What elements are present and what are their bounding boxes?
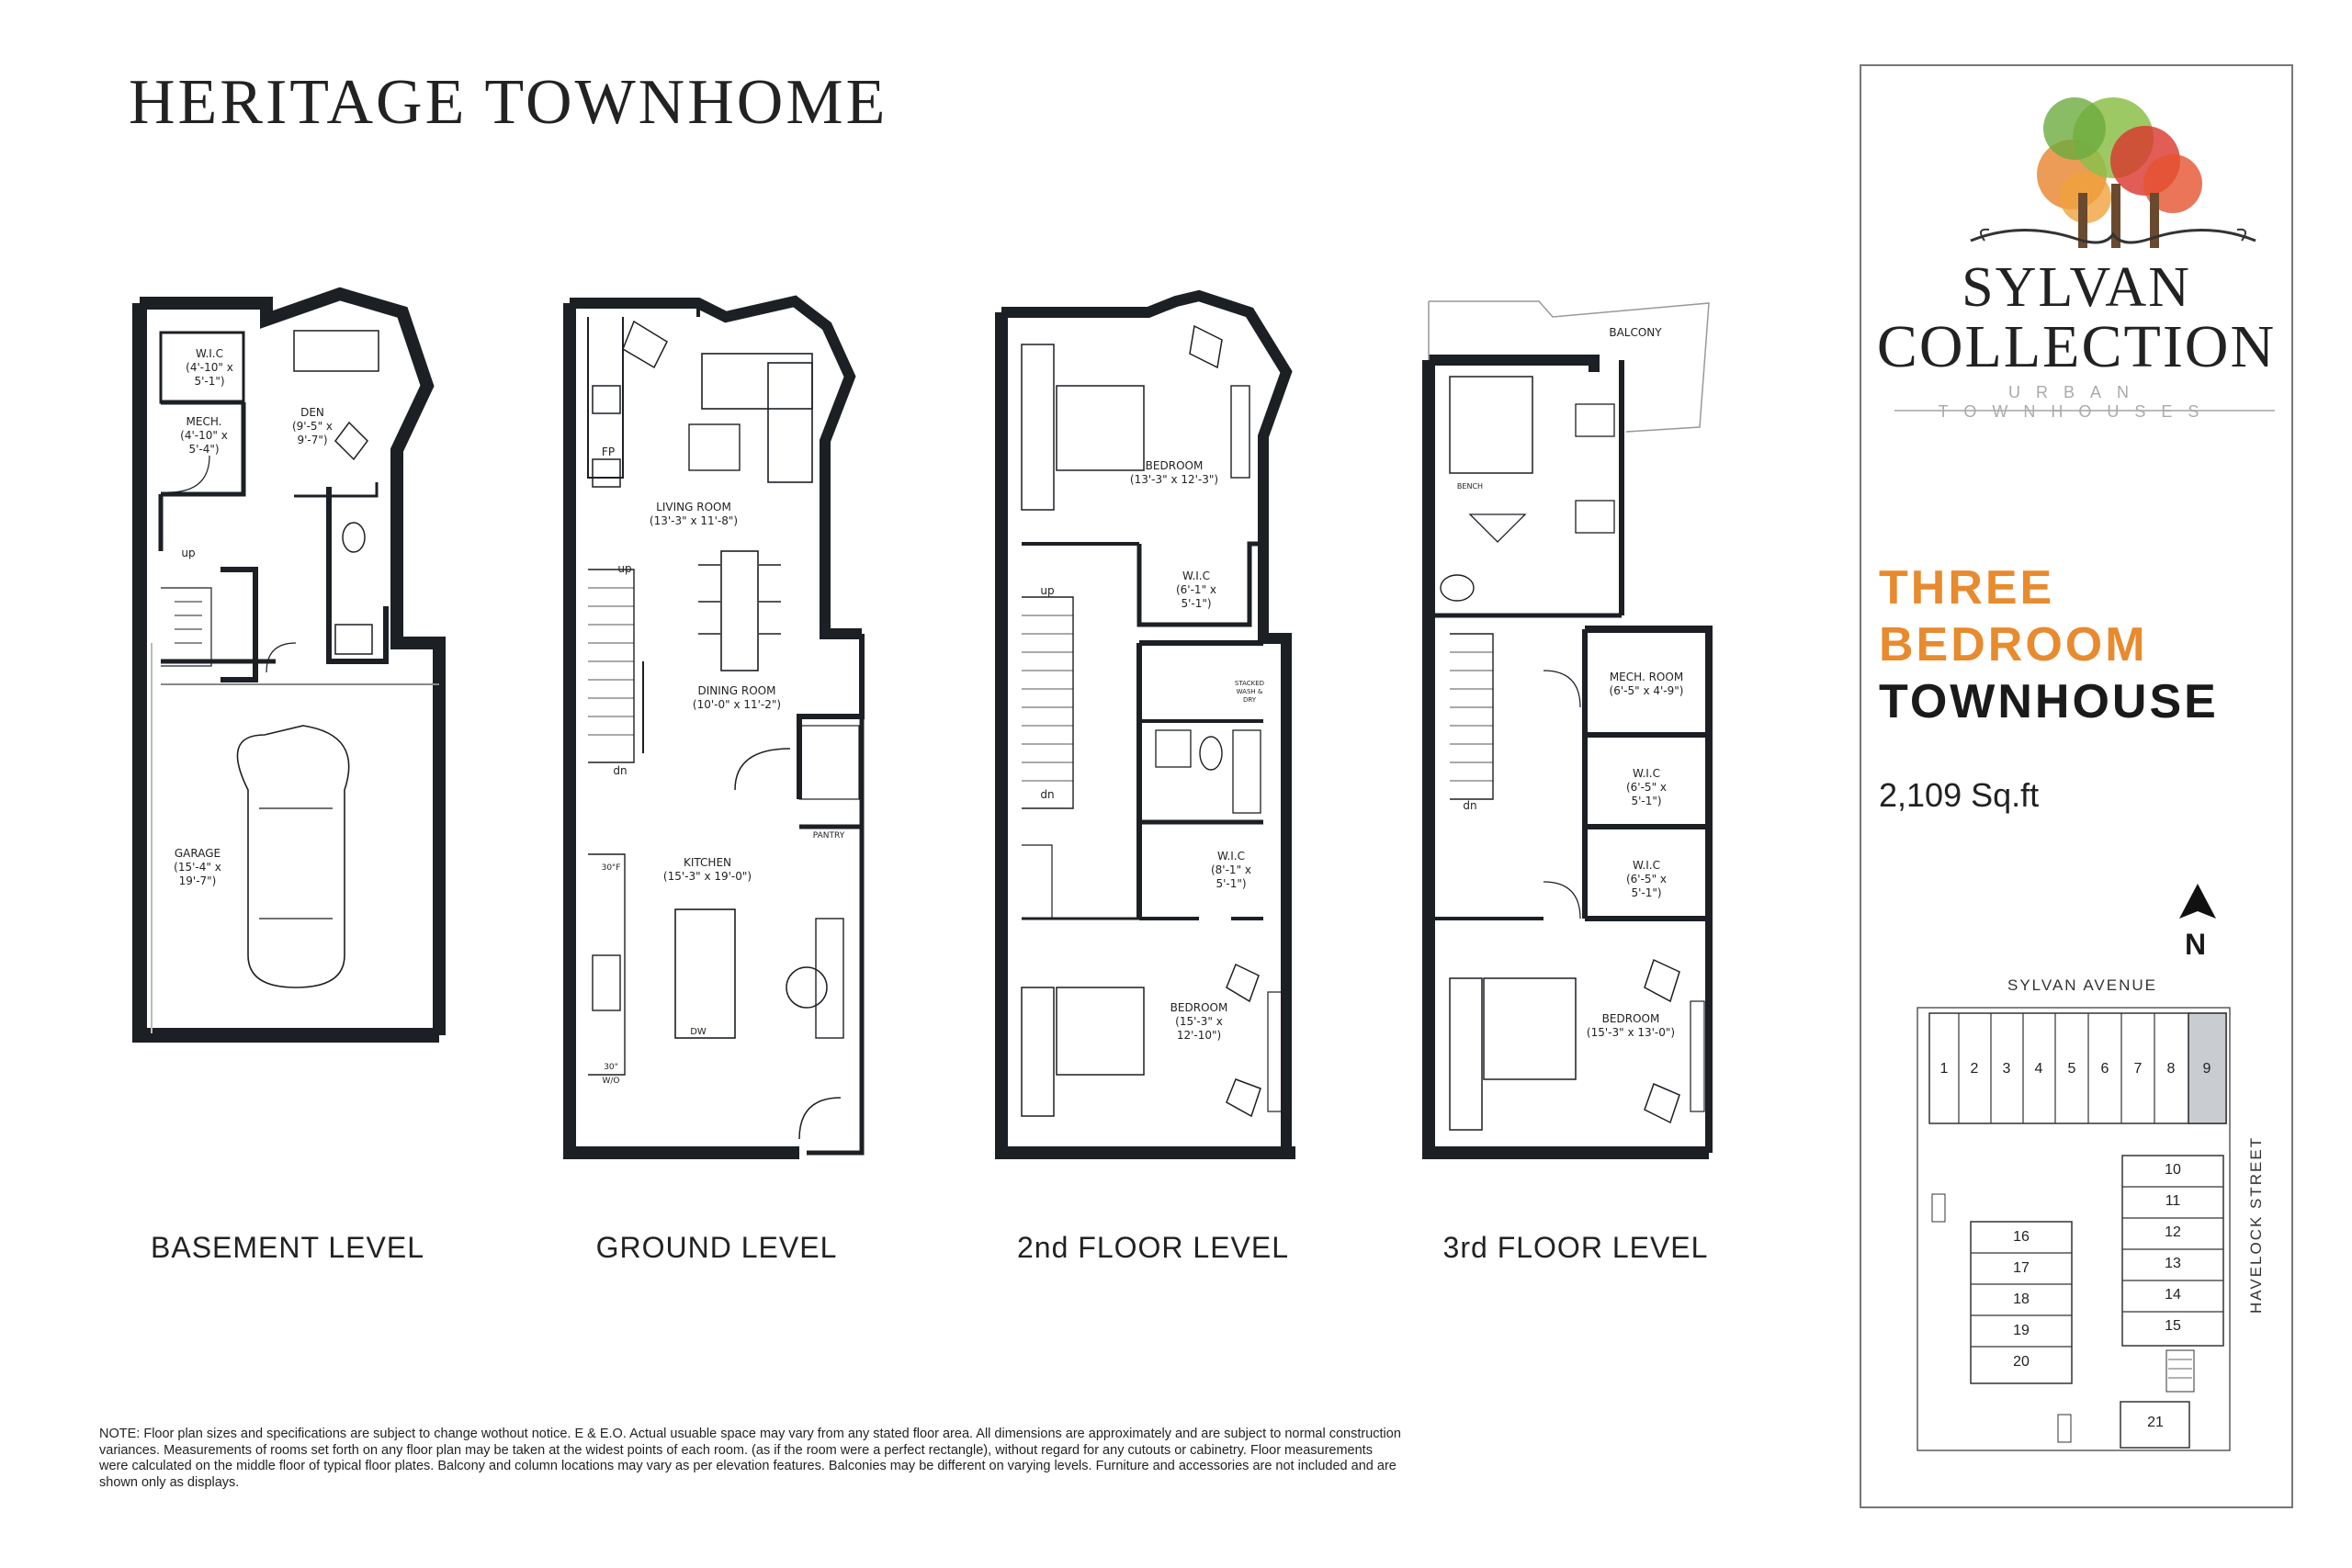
room-label: [648, 501, 740, 528]
oven-label: 30" W/O: [602, 1063, 620, 1086]
street-label-sylvan: SYLVAN AVENUE: [2007, 976, 2157, 994]
room-name: BEDROOM: [1145, 459, 1204, 472]
room-name: GARAGE: [174, 847, 221, 860]
pantry-label: PANTRY: [812, 831, 845, 840]
stair-up-label: up: [181, 547, 196, 559]
room-name: KITCHEN: [684, 856, 731, 869]
room-dims: (15'-3" x 13'-0"): [1586, 1026, 1676, 1039]
unit-label: 13: [2165, 1256, 2181, 1271]
stair-down-label: dn: [1040, 788, 1055, 801]
unit-label: 16: [2013, 1229, 2030, 1245]
room-dims: (6'-5" x 5'-1"): [1625, 873, 1667, 899]
north-label: N: [2185, 928, 2207, 961]
room-name: W.I.C: [1632, 859, 1661, 872]
room-dims: (15'-4" x 19'-7"): [174, 861, 221, 887]
stair-up-label: up: [1040, 584, 1055, 597]
unit-area: 2,109 Sq.ft: [1879, 776, 2040, 814]
room-dims: (15'-3" x 19'-0"): [662, 870, 752, 883]
room-label: [276, 406, 349, 447]
unit-label: 19: [2013, 1323, 2030, 1338]
unit-type-line1: THREE: [1879, 561, 2055, 615]
room-name: MECH.: [186, 415, 222, 428]
balcony-label: BALCONY: [1609, 326, 1662, 339]
street-label-havelock: HAVELOCK STREET: [2247, 1135, 2265, 1314]
fireplace-label: FP: [601, 446, 616, 458]
unit-label: 12: [2165, 1224, 2181, 1240]
range-label: 30"F: [601, 863, 621, 873]
room-label: [1610, 859, 1683, 900]
laundry-label: STACKED WASH & DRY: [1234, 680, 1265, 704]
unit-label: 15: [2165, 1318, 2181, 1334]
room-dims: (8'-1" x 5'-1"): [1210, 863, 1251, 890]
unit-label: 21: [2147, 1415, 2164, 1430]
unit-label: 4: [2034, 1061, 2043, 1077]
unit-label: 10: [2165, 1162, 2181, 1178]
room-name: BEDROOM: [1601, 1012, 1660, 1025]
room-name: W.I.C: [1216, 850, 1246, 863]
unit-type-line3: TOWNHOUSE: [1879, 675, 2219, 728]
brand-tagline: URBAN TOWNHOUSES: [1938, 383, 2215, 421]
unit-type-line2: BEDROOM: [1879, 618, 2148, 671]
unit-label: 20: [2013, 1354, 2030, 1370]
room-dims: (15'-3" x 12'-10"): [1175, 1015, 1223, 1042]
unit-label: 6: [2100, 1061, 2109, 1077]
room-dims: (13'-3" x 12'-3"): [1129, 473, 1219, 486]
room-name: DINING ROOM: [697, 684, 776, 697]
room-name: LIVING ROOM: [656, 501, 731, 513]
bench-label: BENCH: [1456, 482, 1484, 491]
room-label: [1194, 850, 1268, 891]
level-label-second: 2nd FLOOR LEVEL: [1016, 1231, 1290, 1264]
room-name: W.I.C: [1632, 767, 1661, 780]
room-label: [1610, 767, 1683, 808]
room-label: [662, 856, 753, 884]
room-dims: (9'-5" x 9'-7"): [291, 420, 333, 446]
room-dims: (13'-3" x 11'-8"): [649, 514, 739, 527]
room-label: [1159, 570, 1233, 611]
second-floor-plan: [1001, 296, 1295, 1153]
room-label: [167, 415, 241, 457]
room-name: W.I.C: [1182, 570, 1211, 582]
unit-label: 1: [1939, 1061, 1949, 1077]
room-label: [1585, 1012, 1677, 1040]
unit-label: 2: [1970, 1061, 1979, 1077]
unit-label: 5: [2067, 1061, 2076, 1077]
dishwasher-label: DW: [690, 1027, 707, 1037]
room-name: BEDROOM: [1170, 1001, 1228, 1014]
room-dims: (6'-5" x 5'-1"): [1625, 781, 1667, 807]
brand-name-line2: COLLECTION: [1876, 313, 2277, 380]
room-label: [1128, 459, 1220, 487]
room-label: [176, 347, 243, 389]
room-label: [156, 847, 239, 888]
unit-label: 8: [2166, 1061, 2176, 1077]
unit-label: 7: [2133, 1061, 2143, 1077]
unit-label: 11: [2165, 1193, 2181, 1209]
stair-down-label: dn: [1463, 799, 1477, 812]
level-label-ground: GROUND LEVEL: [595, 1231, 838, 1264]
room-dims: (6'-1" x 5'-1"): [1175, 583, 1216, 610]
page-title: HERITAGE TOWNHOME: [129, 67, 888, 138]
room-dims: (10'-0" x 11'-2"): [692, 698, 782, 711]
room-label: [1153, 1001, 1245, 1043]
stair-down-label: dn: [613, 764, 628, 777]
unit-label: 3: [2002, 1061, 2011, 1077]
level-label-basement: BASEMENT LEVEL: [151, 1231, 424, 1264]
unit-label-highlighted: 9: [2202, 1061, 2211, 1077]
unit-label: 17: [2013, 1260, 2030, 1276]
room-name: MECH. ROOM: [1609, 671, 1684, 683]
room-name: DEN: [300, 406, 324, 419]
room-dims: (4'-10" x 5'-1"): [186, 361, 233, 388]
stair-up-label: up: [617, 562, 632, 575]
room-dims: (4'-10" x 5'-4"): [180, 429, 228, 456]
brand-name-line1: SYLVAN: [1962, 256, 2191, 319]
room-label: [1600, 671, 1692, 698]
room-dims: (6'-5" x 4'-9"): [1609, 684, 1684, 697]
ground-plan: [570, 301, 864, 1153]
room-name: W.I.C: [195, 347, 224, 360]
level-label-third: 3rd FLOOR LEVEL: [1442, 1231, 1709, 1264]
unit-label: 14: [2165, 1287, 2181, 1303]
unit-label: 18: [2013, 1292, 2030, 1307]
room-label: [691, 684, 783, 712]
disclaimer-note: NOTE: Floor plan sizes and specifications are subject to change wothout notice. E & E.O. Actual usuable space may vary from any stated floor area. All dimensions are approximately and are subject to normal construction variances. Measurements of rooms set forth on any floor plan may be taken at the widest points of each room. (as if the room were a perfect rectangle), without regard for any cutouts or cabinetry. Floor measurements were calculated on the middle floor of typical floor plates. Balcony and column locations may vary as per elevation features. Balconies may be different on varying levels. Furniture and accessories are not included and are shown only as displays.: [99, 1427, 1401, 1490]
